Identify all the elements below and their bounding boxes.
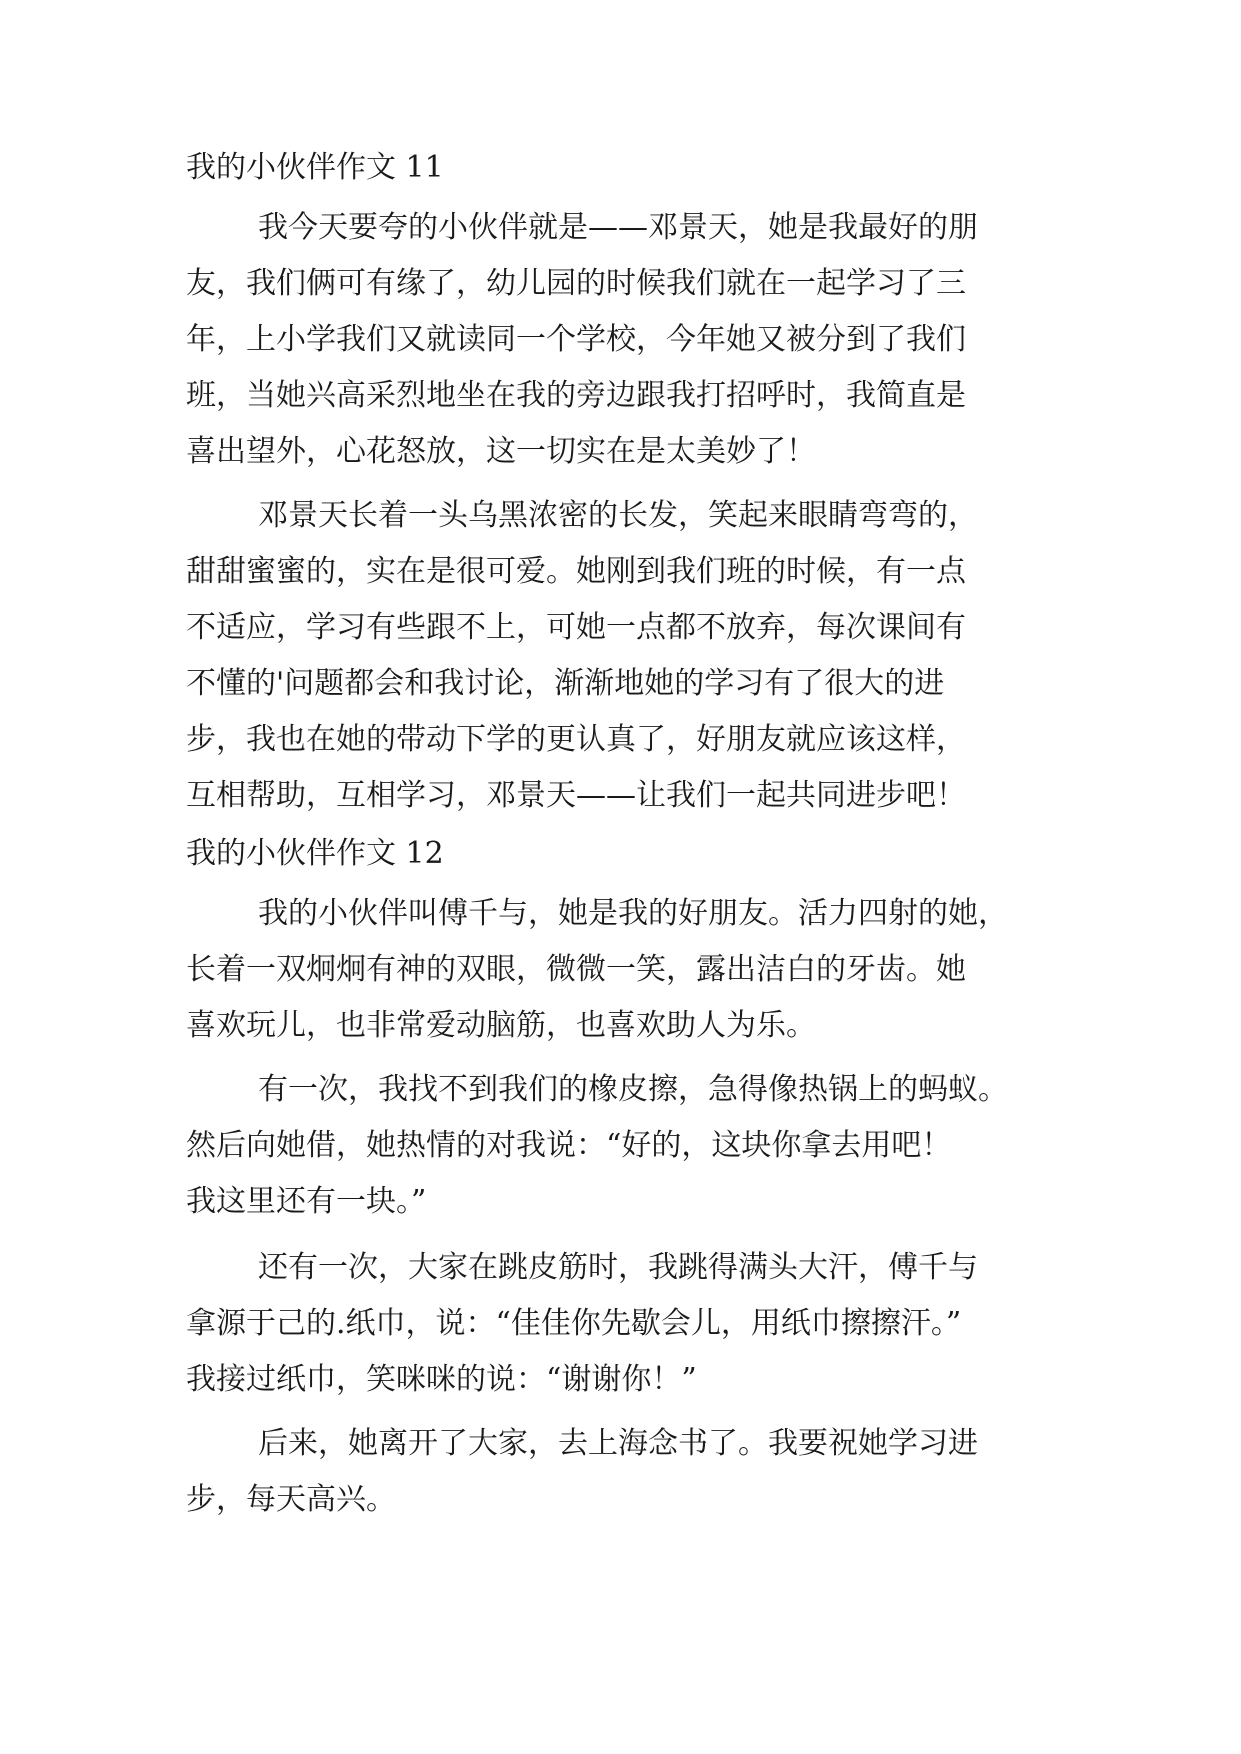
paragraph-line: 互相帮助，互相学习，邓景天——让我们一起共同进步吧！	[186, 778, 966, 813]
paragraph-line: 不懂的'问题都会和我讨论，渐渐地她的学习有了很大的进	[186, 666, 945, 701]
paragraph-line: 我今天要夸的小伙伴就是——邓景天，她是我最好的朋	[258, 210, 978, 245]
paragraph-line: 甜甜蜜蜜的，实在是很可爱。她刚到我们班的时候，有一点	[186, 554, 966, 589]
paragraph-line: 步，每天高兴。	[186, 1482, 396, 1517]
paragraph-line: 有一次，我找不到我们的橡皮擦，急得像热锅上的蚂蚁。	[258, 1072, 1008, 1107]
paragraph-line: 我这里还有一块。”	[186, 1184, 427, 1219]
essay-11-heading: 我的小伙伴作文 11	[186, 150, 444, 185]
paragraph-line: 喜出望外，心花怒放，这一切实在是太美妙了！	[186, 434, 816, 469]
paragraph-line: 我的小伙伴叫傅千与，她是我的好朋友。活力四射的她，	[258, 896, 1008, 931]
paragraph-line: 喜欢玩儿，也非常爱动脑筋，也喜欢助人为乐。	[186, 1008, 816, 1043]
paragraph-line: 拿源于己的.纸巾，说：“佳佳你先歇会儿，用纸巾擦擦汗。”	[186, 1306, 962, 1341]
paragraph-line: 后来，她离开了大家，去上海念书了。我要祝她学习进	[258, 1426, 978, 1461]
essay-12-heading: 我的小伙伴作文 12	[186, 836, 444, 871]
paragraph-line: 然后向她借，她热情的对我说：“好的，这块你拿去用吧！	[186, 1128, 952, 1163]
paragraph-line: 我接过纸巾，笑咪咪的说：“谢谢你！”	[186, 1362, 697, 1397]
paragraph-line: 长着一双炯炯有神的双眼，微微一笑，露出洁白的牙齿。她	[186, 952, 966, 987]
paragraph-line: 友，我们俩可有缘了，幼儿园的时候我们就在一起学习了三	[186, 266, 966, 301]
paragraph-line: 邓景天长着一头乌黑浓密的长发，笑起来眼睛弯弯的，	[258, 498, 978, 533]
paragraph-line: 不适应，学习有些跟不上，可她一点都不放弃，每次课间有	[186, 610, 966, 645]
paragraph-line: 班，当她兴高采烈地坐在我的旁边跟我打招呼时，我简直是	[186, 378, 966, 413]
paragraph-line: 还有一次，大家在跳皮筋时，我跳得满头大汗，傅千与	[258, 1250, 978, 1285]
paragraph-line: 步，我也在她的带动下学的更认真了，好朋友就应该这样，	[186, 722, 966, 757]
paragraph-line: 年，上小学我们又就读同一个学校，今年她又被分到了我们	[186, 322, 966, 357]
